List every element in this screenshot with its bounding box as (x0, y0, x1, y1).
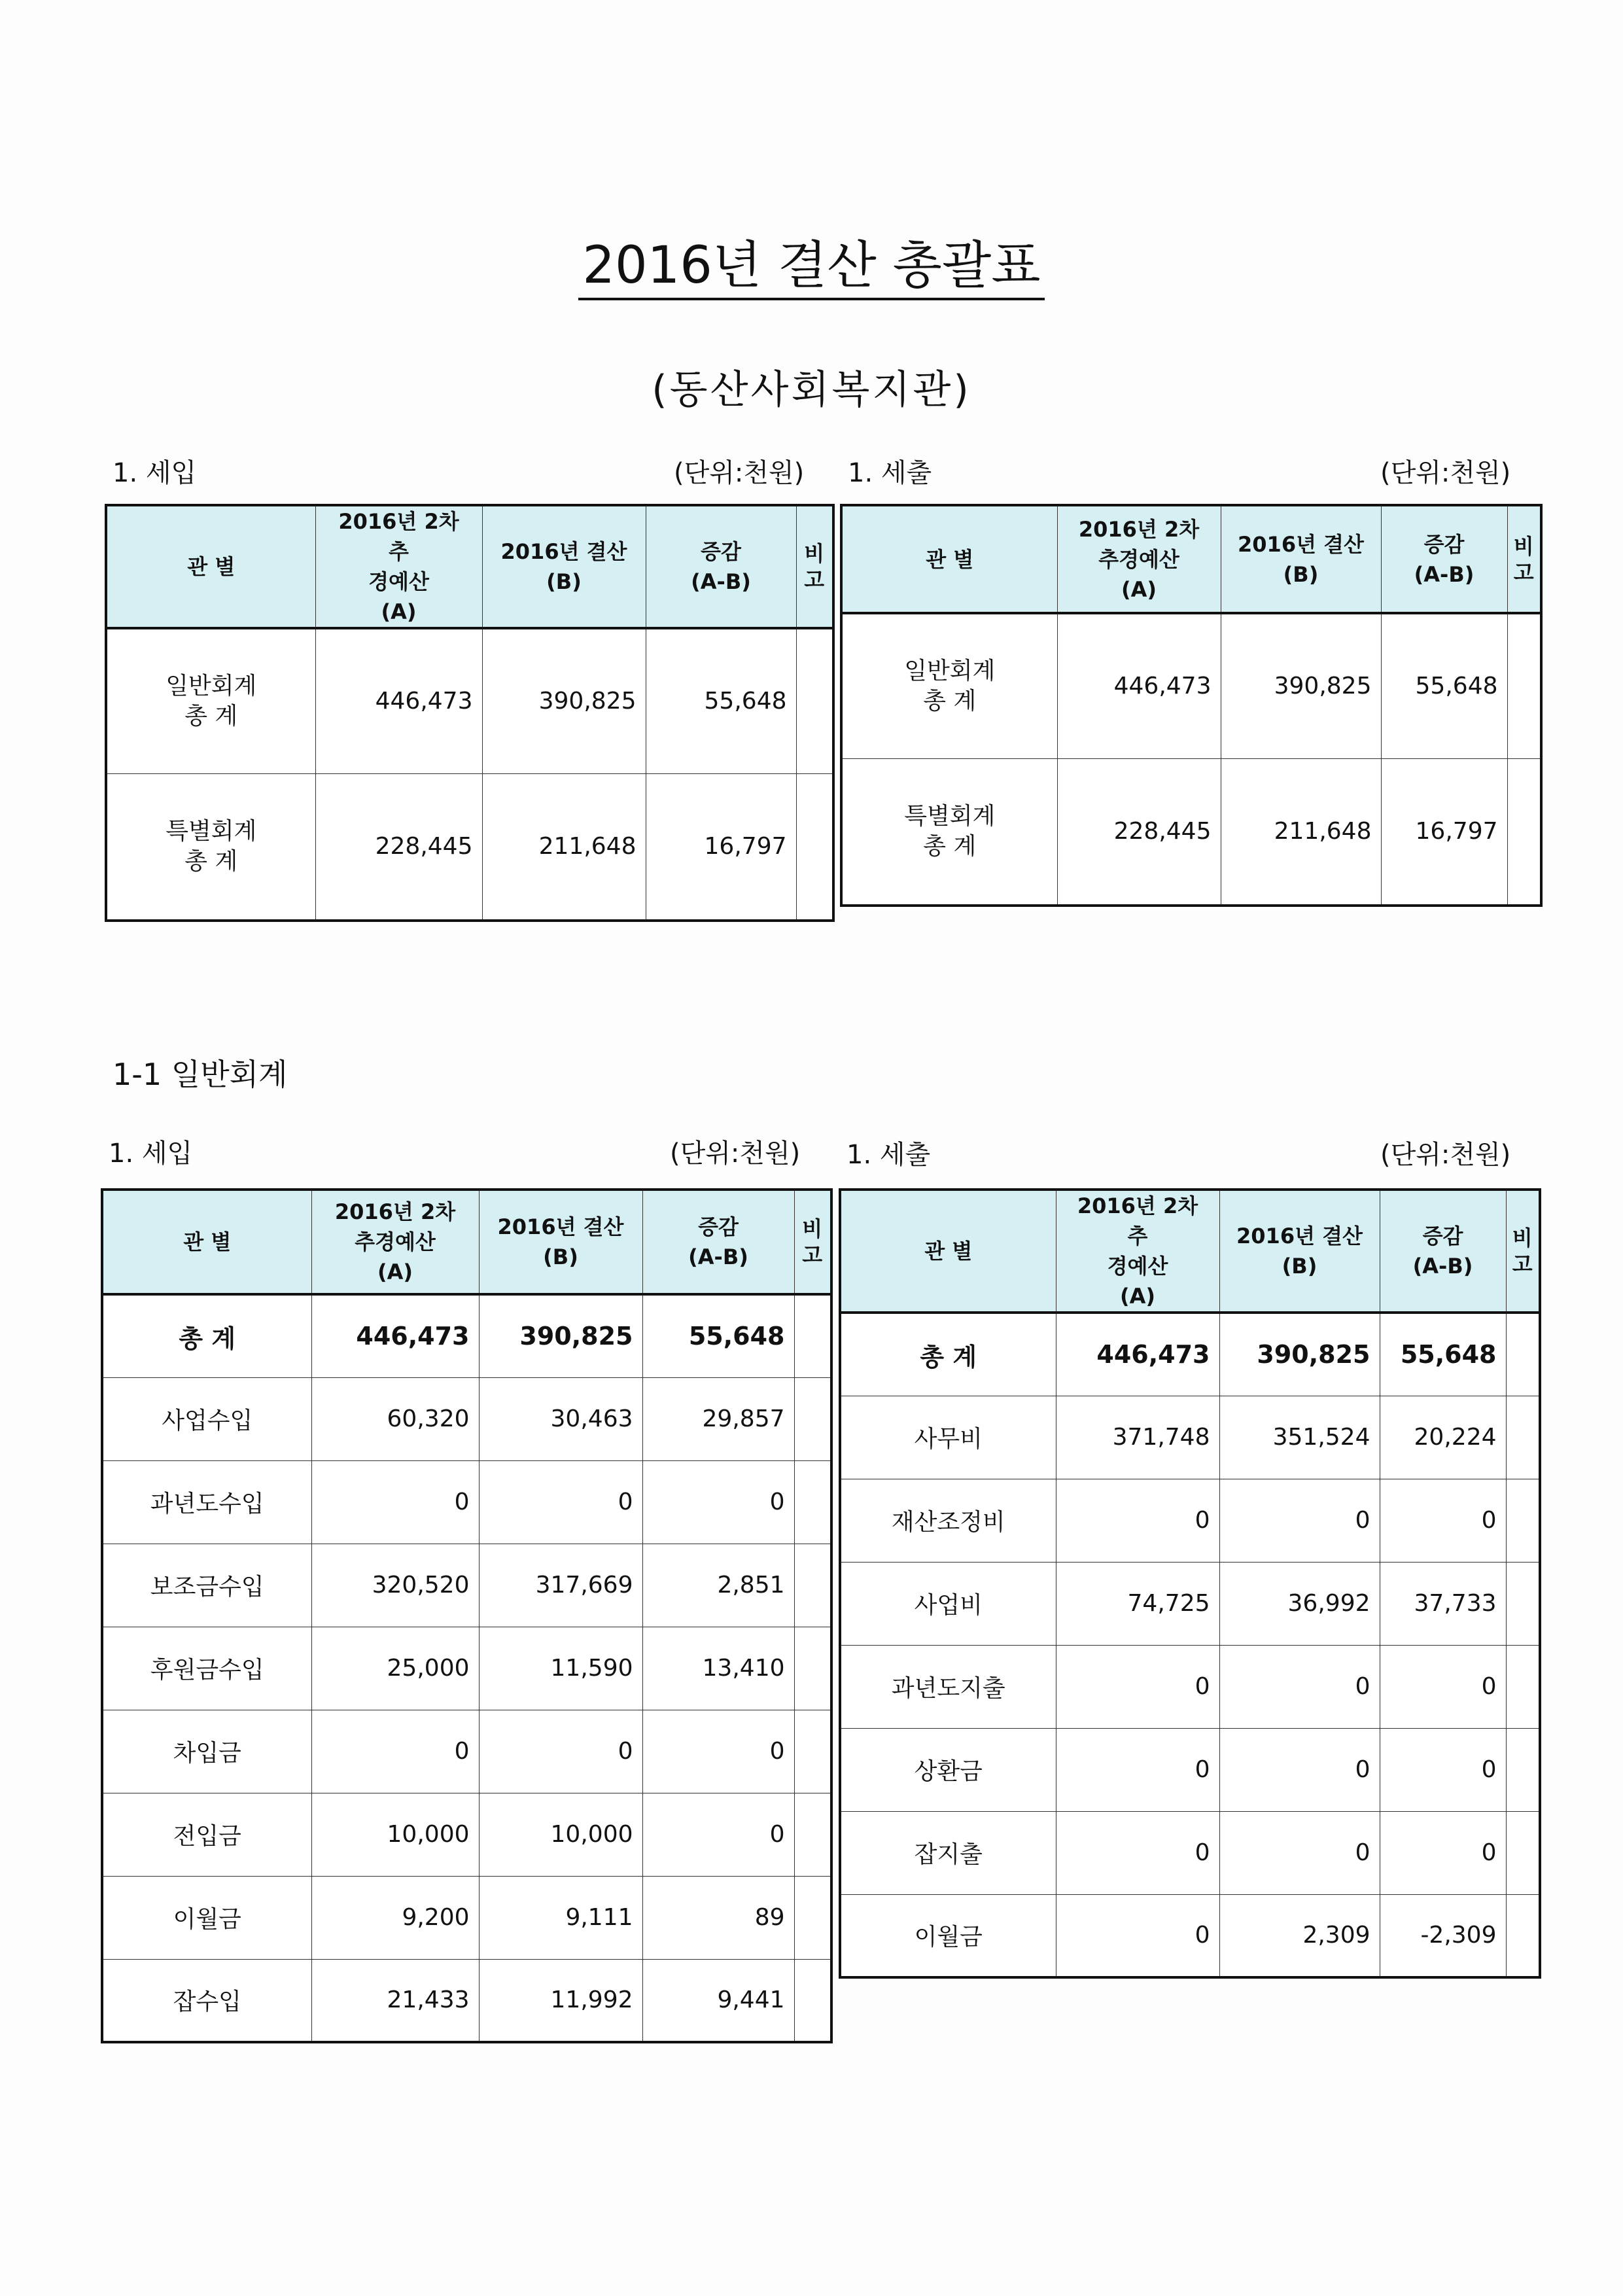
general-expense-unit: (단위:천원) (1380, 1140, 1511, 1170)
note-cell (794, 1959, 831, 2042)
institution-name: (동산사회복지관) (652, 367, 971, 413)
table-header-row (841, 505, 1541, 613)
settlement-cell: 211,648 (482, 773, 646, 921)
table-row (840, 1396, 1540, 1479)
note-cell (1506, 1313, 1540, 1396)
settlement-cell: 390,825 (1221, 613, 1381, 758)
note-cell (794, 1876, 831, 1959)
row-name: 총 계 (840, 1313, 1056, 1396)
diff-cell: 55,648 (1380, 1313, 1506, 1396)
diff-cell: 0 (1380, 1811, 1506, 1894)
settlement-cell: 11,992 (479, 1959, 642, 2042)
row-name: 특별회계 총 계 (106, 773, 315, 921)
settlement-cell: 36,992 (1219, 1562, 1380, 1645)
table-row (106, 773, 833, 921)
budget-cell: 9,200 (311, 1876, 479, 1959)
diff-cell: 13,410 (642, 1627, 794, 1710)
row-name: 총 계 (102, 1294, 311, 1377)
note-cell (794, 1793, 831, 1876)
budget-cell: 228,445 (1057, 758, 1221, 906)
budget-cell: 228,445 (315, 773, 482, 921)
summary-expense-table (840, 504, 1543, 907)
general-expense-table (839, 1188, 1541, 1979)
diff-cell: 16,797 (1381, 758, 1507, 906)
summary-revenue-unit: (단위:천원) (674, 458, 805, 488)
header-diff: 증감 (A-B) (1380, 1190, 1506, 1313)
header-note: 비 고 (796, 505, 833, 628)
note-cell (796, 628, 833, 773)
diff-cell: 2,851 (642, 1544, 794, 1627)
table-row (840, 1479, 1540, 1562)
row-name: 이월금 (840, 1894, 1056, 1977)
diff-cell: 9,441 (642, 1959, 794, 2042)
header-diff: 증감 (A-B) (642, 1190, 794, 1294)
note-cell (794, 1627, 831, 1710)
table-row (840, 1313, 1540, 1396)
section-general-label: 1-1 일반회계 (113, 1057, 288, 1092)
note-cell (794, 1544, 831, 1627)
note-cell (1506, 1811, 1540, 1894)
settlement-cell: 9,111 (479, 1876, 642, 1959)
budget-cell: 74,725 (1056, 1562, 1219, 1645)
table-row (102, 1544, 831, 1627)
note-cell (1506, 1728, 1540, 1811)
diff-cell: 0 (1380, 1645, 1506, 1728)
row-name: 보조금수입 (102, 1544, 311, 1627)
budget-cell: 0 (311, 1460, 479, 1544)
settlement-cell: 0 (1219, 1479, 1380, 1562)
row-name: 차입금 (102, 1710, 311, 1793)
budget-cell: 320,520 (311, 1544, 479, 1627)
row-name: 특별회계 총 계 (841, 758, 1057, 906)
settlement-cell: 0 (479, 1710, 642, 1793)
note-cell (794, 1710, 831, 1793)
table-row (106, 628, 833, 773)
settlement-cell: 0 (1219, 1645, 1380, 1728)
summary-expense-unit: (단위:천원) (1380, 458, 1511, 488)
row-name: 일반회계 총 계 (841, 613, 1057, 758)
row-name: 사무비 (840, 1396, 1056, 1479)
settlement-cell: 30,463 (479, 1377, 642, 1460)
header-settlement: 2016년 결산 (B) (1221, 505, 1381, 613)
table-row (840, 1728, 1540, 1811)
row-name: 사업비 (840, 1562, 1056, 1645)
diff-cell: 20,224 (1380, 1396, 1506, 1479)
budget-cell: 446,473 (1056, 1313, 1219, 1396)
general-revenue-table (101, 1188, 833, 2043)
diff-cell: 55,648 (1381, 613, 1507, 758)
settlement-cell: 2,309 (1219, 1894, 1380, 1977)
header-budget: 2016년 2차 추경예산 (A) (1057, 505, 1221, 613)
row-name: 사업수입 (102, 1377, 311, 1460)
budget-cell: 0 (311, 1710, 479, 1793)
header-settlement: 2016년 결산 (B) (479, 1190, 642, 1294)
header-settlement: 2016년 결산 (B) (1219, 1190, 1380, 1313)
table-row (102, 1460, 831, 1544)
budget-cell: 0 (1056, 1894, 1219, 1977)
header-category: 관 별 (840, 1190, 1056, 1313)
settlement-cell: 0 (1219, 1811, 1380, 1894)
diff-cell: 55,648 (642, 1294, 794, 1377)
table-row (102, 1959, 831, 2042)
diff-cell: 0 (1380, 1728, 1506, 1811)
diff-cell: -2,309 (1380, 1894, 1506, 1977)
row-name: 재산조정비 (840, 1479, 1056, 1562)
note-cell (1506, 1894, 1540, 1977)
summary-revenue-table (105, 504, 835, 922)
budget-cell: 10,000 (311, 1793, 479, 1876)
table-header-row (102, 1190, 831, 1294)
summary-revenue-label: 1. 세입 (113, 458, 197, 488)
header-diff: 증감 (A-B) (646, 505, 796, 628)
header-category: 관 별 (102, 1190, 311, 1294)
row-name: 잡수입 (102, 1959, 311, 2042)
general-expense-label: 1. 세출 (846, 1140, 931, 1170)
diff-cell: 16,797 (646, 773, 796, 921)
budget-cell: 25,000 (311, 1627, 479, 1710)
note-cell (1506, 1396, 1540, 1479)
settlement-cell: 0 (1219, 1728, 1380, 1811)
budget-cell: 0 (1056, 1479, 1219, 1562)
budget-cell: 0 (1056, 1645, 1219, 1728)
budget-cell: 21,433 (311, 1959, 479, 2042)
settlement-cell: 317,669 (479, 1544, 642, 1627)
row-name: 과년도수입 (102, 1460, 311, 1544)
row-name: 후원금수입 (102, 1627, 311, 1710)
diff-cell: 37,733 (1380, 1562, 1506, 1645)
table-row (102, 1627, 831, 1710)
header-note: 비 고 (1507, 505, 1541, 613)
table-row (840, 1562, 1540, 1645)
header-category: 관 별 (841, 505, 1057, 613)
settlement-cell: 390,825 (1219, 1313, 1380, 1396)
header-budget: 2016년 2차 추 경예산 (A) (315, 505, 482, 628)
header-budget: 2016년 2차 추 경예산 (A) (1056, 1190, 1219, 1313)
table-row (102, 1377, 831, 1460)
budget-cell: 446,473 (311, 1294, 479, 1377)
diff-cell: 0 (642, 1793, 794, 1876)
note-cell (1506, 1645, 1540, 1728)
general-revenue-unit: (단위:천원) (670, 1139, 801, 1169)
row-name: 과년도지출 (840, 1645, 1056, 1728)
settlement-cell: 351,524 (1219, 1396, 1380, 1479)
settlement-cell: 390,825 (482, 628, 646, 773)
diff-cell: 0 (642, 1710, 794, 1793)
note-cell (1506, 1562, 1540, 1645)
table-header-row (840, 1190, 1540, 1313)
header-category: 관 별 (106, 505, 315, 628)
note-cell (794, 1294, 831, 1377)
header-budget: 2016년 2차 추경예산 (A) (311, 1190, 479, 1294)
row-name: 이월금 (102, 1876, 311, 1959)
summary-expense-label: 1. 세출 (848, 458, 932, 488)
table-row (840, 1894, 1540, 1977)
table-row (102, 1793, 831, 1876)
settlement-cell: 11,590 (479, 1627, 642, 1710)
note-cell (1507, 758, 1541, 906)
table-row (102, 1294, 831, 1377)
settlement-cell: 0 (479, 1460, 642, 1544)
header-note: 비 고 (794, 1190, 831, 1294)
row-name: 잡지출 (840, 1811, 1056, 1894)
general-revenue-label: 1. 세입 (109, 1139, 193, 1169)
budget-cell: 60,320 (311, 1377, 479, 1460)
header-diff: 증감 (A-B) (1381, 505, 1507, 613)
settlement-cell: 390,825 (479, 1294, 642, 1377)
budget-cell: 446,473 (315, 628, 482, 773)
budget-cell: 0 (1056, 1811, 1219, 1894)
diff-cell: 55,648 (646, 628, 796, 773)
note-cell (794, 1460, 831, 1544)
row-name: 일반회계 총 계 (106, 628, 315, 773)
diff-cell: 0 (642, 1460, 794, 1544)
budget-cell: 371,748 (1056, 1396, 1219, 1479)
page-title: 2016년 결산 총괄표 (0, 234, 1623, 297)
note-cell (1506, 1479, 1540, 1562)
settlement-cell: 10,000 (479, 1793, 642, 1876)
diff-cell: 29,857 (642, 1377, 794, 1460)
row-name: 전입금 (102, 1793, 311, 1876)
header-note: 비 고 (1506, 1190, 1540, 1313)
table-row (841, 758, 1541, 906)
table-header-row (106, 505, 833, 628)
note-cell (1507, 613, 1541, 758)
table-row (840, 1811, 1540, 1894)
settlement-cell: 211,648 (1221, 758, 1381, 906)
row-name: 상환금 (840, 1728, 1056, 1811)
budget-cell: 446,473 (1057, 613, 1221, 758)
diff-cell: 89 (642, 1876, 794, 1959)
note-cell (796, 773, 833, 921)
budget-cell: 0 (1056, 1728, 1219, 1811)
header-settlement: 2016년 결산 (B) (482, 505, 646, 628)
table-row (840, 1645, 1540, 1728)
diff-cell: 0 (1380, 1479, 1506, 1562)
table-row (102, 1876, 831, 1959)
note-cell (794, 1377, 831, 1460)
table-row (102, 1710, 831, 1793)
table-row (841, 613, 1541, 758)
